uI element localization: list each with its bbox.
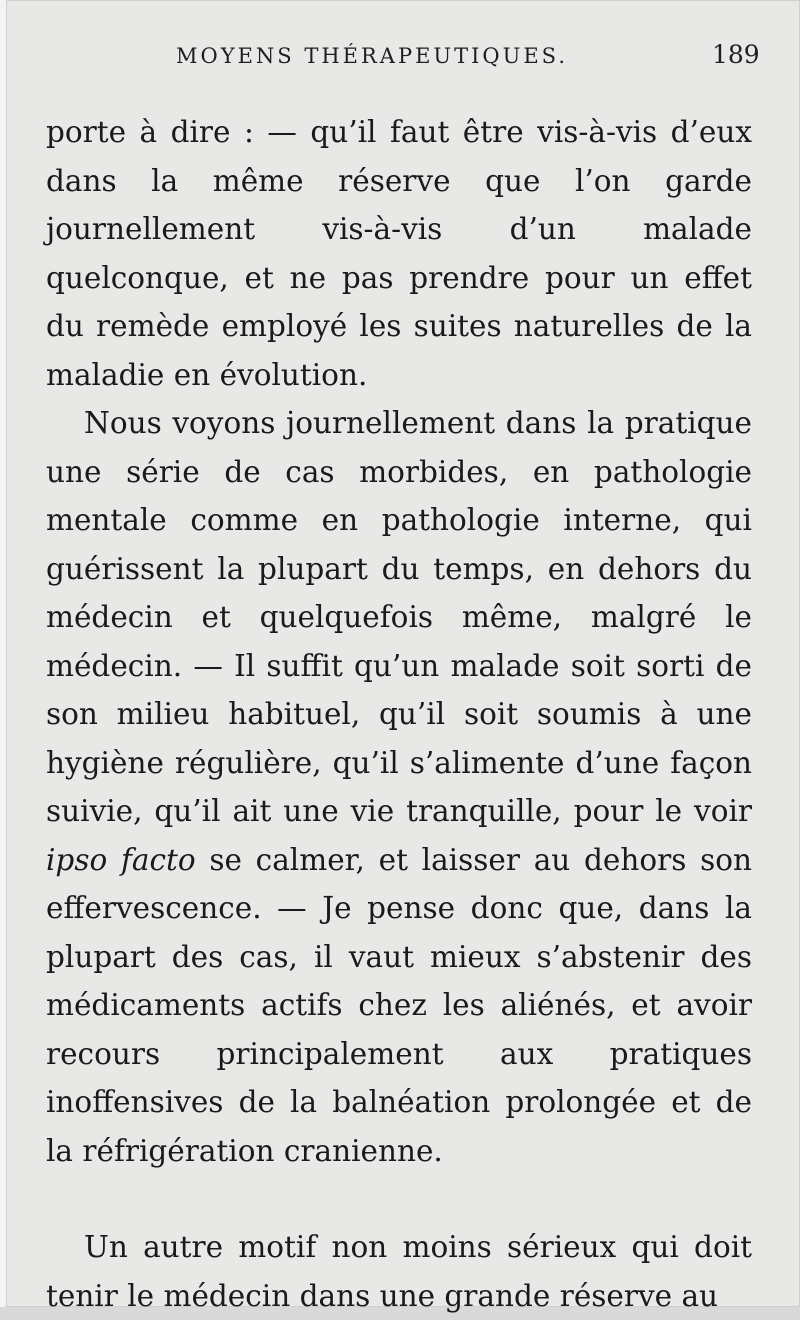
paragraph-3: Un autre motif non moins sérieux qui doit tenir le médecin dans une grande réserve au: [46, 1230, 752, 1313]
running-title: MOYENS THÉRAPEUTIQUES.: [176, 44, 568, 68]
paragraph-2-text-after: se calmer, et laisser au dehors son effervescence. — Je pense donc que, dans la plupart des cas, il vaut mieux s’abstenir des médicaments actifs chez les aliénés, et avoir recours principalement aux pratiques inoffensives de la balnéation prolongée et de la réfrigération cranienne.: [46, 842, 752, 1168]
paragraph-2-italic-phrase: ipso facto: [46, 842, 196, 877]
paragraph-2-text-before: Nous voyons journellement dans la pratique une série de cas morbides, en pathologie mentale comme en pathologie interne, qui guérissent la plupart du temps, en dehors du médecin et quelquefois même, malgré le médecin. — Il suffit qu’un malade soit sorti de son milieu habituel, qu’il soit soumis à une hygiène régulière, qu’il s’alimente d’une façon suivie, qu’il ait une vie tranquille, pour le voir: [46, 406, 752, 828]
paragraph-1: porte à dire : — qu’il faut être vis-à-vis d’eux dans la même réserve que l’on garde journellement vis-à-vis d’un malade quelconque, et ne pas prendre pour un effet du remède employé les suites naturelles de la maladie en évolution.: [46, 115, 752, 392]
paragraph-2: [46, 399, 752, 1175]
page-header: [0, 38, 800, 78]
body-text: [46, 108, 752, 1320]
page-number: 189: [712, 40, 760, 69]
